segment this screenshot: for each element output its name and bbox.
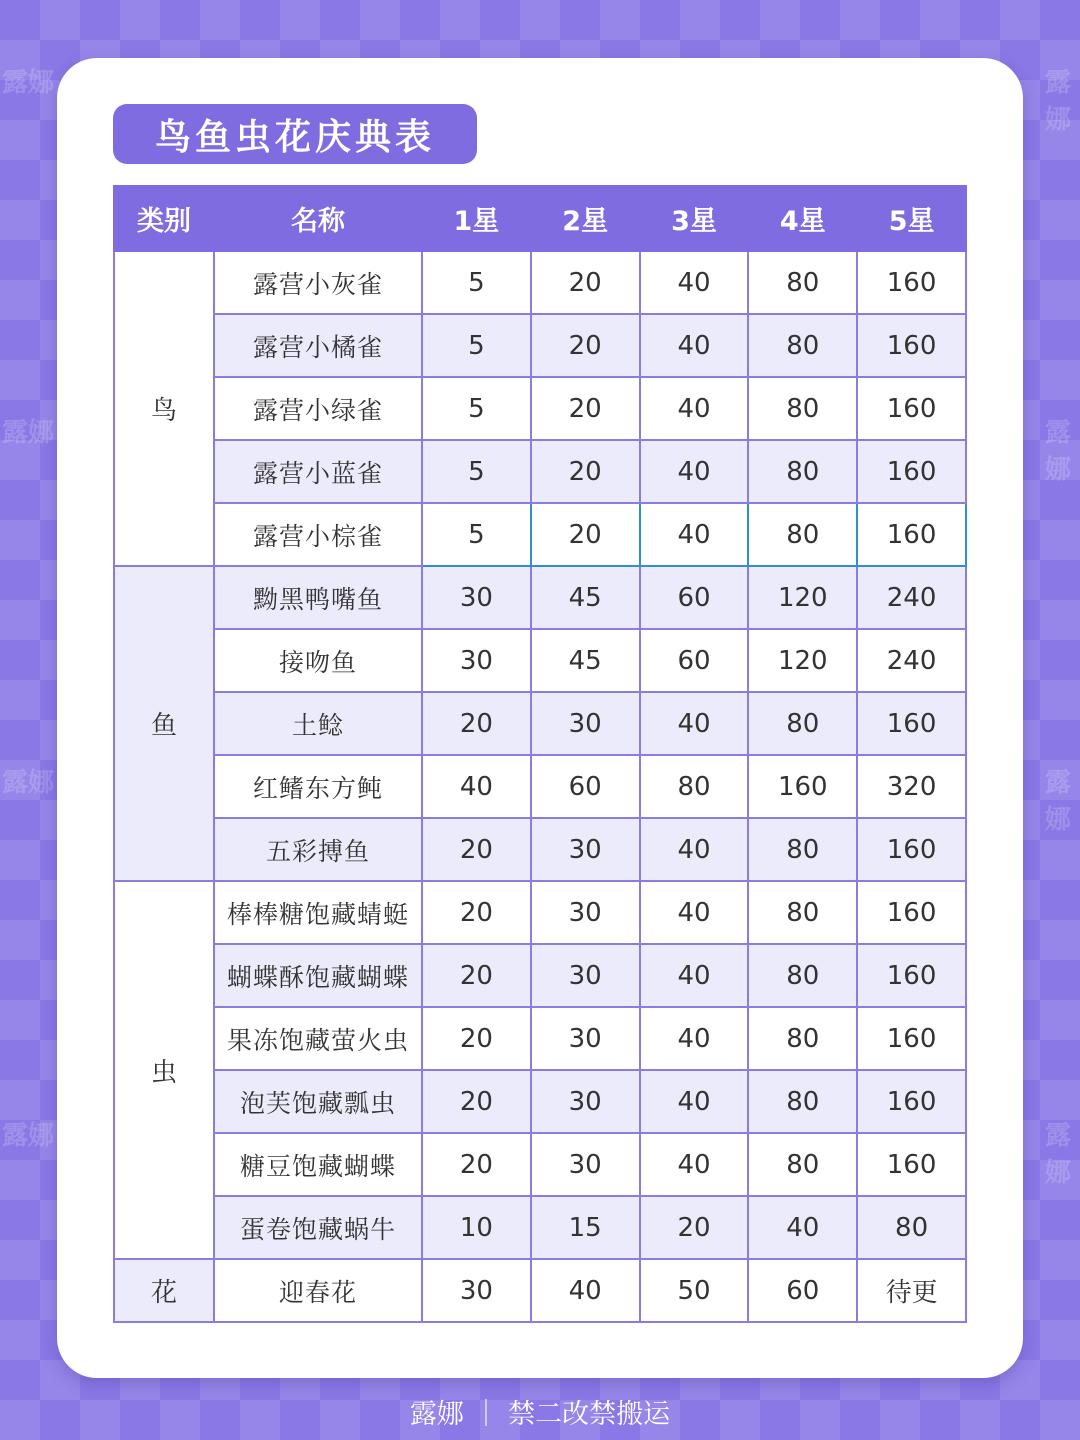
item-name-cell: 露营小灰雀 xyxy=(214,251,422,314)
star-value-cell: 20 xyxy=(422,881,531,944)
star-value-cell: 80 xyxy=(748,503,857,566)
star-value-cell: 80 xyxy=(748,881,857,944)
item-name-cell: 露营小棕雀 xyxy=(214,503,422,566)
watermark-text: 露娜 xyxy=(1045,418,1072,485)
star-value-cell: 待更 xyxy=(857,1259,966,1322)
table-row xyxy=(114,944,966,1007)
star-value-cell: 10 xyxy=(422,1196,531,1259)
star-value-cell: 40 xyxy=(640,944,749,1007)
star-value-cell: 40 xyxy=(640,1133,749,1196)
table-row xyxy=(114,1259,966,1322)
star-value-cell: 20 xyxy=(531,314,640,377)
star-value-cell: 20 xyxy=(640,1196,749,1259)
footer-notice: 露娜 ｜ 禁二改禁搬运 xyxy=(409,1399,671,1430)
item-name-cell: 土鲶 xyxy=(214,692,422,755)
item-name-cell: 露营小橘雀 xyxy=(214,314,422,377)
star-value-cell: 40 xyxy=(640,1007,749,1070)
star-value-cell: 40 xyxy=(422,755,531,818)
column-header-2star: 2星 xyxy=(531,186,640,251)
item-name-cell: 五彩搏鱼 xyxy=(214,818,422,881)
star-value-cell: 160 xyxy=(857,314,966,377)
star-value-cell: 320 xyxy=(857,755,966,818)
star-value-cell: 80 xyxy=(748,818,857,881)
star-value-cell: 40 xyxy=(640,251,749,314)
star-value-cell: 40 xyxy=(531,1259,640,1322)
category-cell: 鱼 xyxy=(114,566,214,881)
star-value-cell: 160 xyxy=(857,1133,966,1196)
star-value-cell: 30 xyxy=(531,1007,640,1070)
star-value-cell: 80 xyxy=(748,1133,857,1196)
star-value-cell: 60 xyxy=(531,755,640,818)
star-value-cell: 20 xyxy=(422,1133,531,1196)
watermark-text: 露娜 xyxy=(1045,1121,1072,1188)
watermark-text: 露娜 xyxy=(1045,768,1072,835)
star-value-cell: 30 xyxy=(422,1259,531,1322)
star-value-cell: 40 xyxy=(640,314,749,377)
table-header-row xyxy=(114,186,966,251)
star-value-cell: 80 xyxy=(748,1007,857,1070)
star-value-cell: 160 xyxy=(857,503,966,566)
star-value-cell: 40 xyxy=(640,1070,749,1133)
category-cell: 鸟 xyxy=(114,251,214,566)
star-value-cell: 40 xyxy=(640,692,749,755)
table-row xyxy=(114,1007,966,1070)
watermark-text: 露娜 xyxy=(2,418,55,448)
column-header-1star: 1星 xyxy=(422,186,531,251)
star-value-cell: 40 xyxy=(640,818,749,881)
star-value-cell: 160 xyxy=(857,377,966,440)
item-name-cell: 泡芙饱藏瓢虫 xyxy=(214,1070,422,1133)
star-value-cell: 60 xyxy=(640,566,749,629)
star-value-cell: 20 xyxy=(531,251,640,314)
item-name-cell: 棒棒糖饱藏蜻蜓 xyxy=(214,881,422,944)
star-value-cell: 20 xyxy=(422,692,531,755)
item-name-cell: 接吻鱼 xyxy=(214,629,422,692)
star-value-cell: 45 xyxy=(531,566,640,629)
table-row xyxy=(114,314,966,377)
star-value-cell: 40 xyxy=(640,377,749,440)
watermark-text: 露娜 xyxy=(2,1121,55,1151)
content-card xyxy=(57,58,1023,1378)
column-header-3star: 3星 xyxy=(640,186,749,251)
star-value-cell: 30 xyxy=(531,944,640,1007)
item-name-cell: 蛋卷饱藏蜗牛 xyxy=(214,1196,422,1259)
item-name-cell: 黝黑鸭嘴鱼 xyxy=(214,566,422,629)
star-value-cell: 80 xyxy=(748,1070,857,1133)
star-value-cell: 30 xyxy=(422,629,531,692)
category-cell: 虫 xyxy=(114,881,214,1259)
table-row xyxy=(114,692,966,755)
table-row xyxy=(114,377,966,440)
star-value-cell: 60 xyxy=(748,1259,857,1322)
star-value-cell: 20 xyxy=(422,818,531,881)
item-name-cell: 露营小绿雀 xyxy=(214,377,422,440)
item-name-cell: 迎春花 xyxy=(214,1259,422,1322)
star-value-cell: 240 xyxy=(857,629,966,692)
star-value-cell: 5 xyxy=(422,251,531,314)
column-header-5star: 5星 xyxy=(857,186,966,251)
table-row xyxy=(114,251,966,314)
table-row xyxy=(114,1196,966,1259)
star-value-cell: 80 xyxy=(857,1196,966,1259)
star-value-cell: 160 xyxy=(857,251,966,314)
table-row xyxy=(114,1133,966,1196)
star-value-cell: 20 xyxy=(531,377,640,440)
star-value-cell: 160 xyxy=(857,692,966,755)
star-value-cell: 160 xyxy=(857,1070,966,1133)
star-value-cell: 40 xyxy=(640,881,749,944)
star-value-cell: 20 xyxy=(422,944,531,1007)
page-title: 鸟鱼虫花庆典表 xyxy=(113,104,477,164)
item-name-cell: 糖豆饱藏蝴蝶 xyxy=(214,1133,422,1196)
table-row xyxy=(114,818,966,881)
star-value-cell: 80 xyxy=(748,440,857,503)
table-row xyxy=(114,440,966,503)
watermark-text: 露娜 xyxy=(2,68,55,98)
star-value-cell: 80 xyxy=(748,251,857,314)
star-value-cell: 160 xyxy=(748,755,857,818)
table-row xyxy=(114,1070,966,1133)
category-cell: 花 xyxy=(114,1259,214,1322)
star-value-cell: 30 xyxy=(531,692,640,755)
star-value-cell: 240 xyxy=(857,566,966,629)
star-value-cell: 40 xyxy=(640,503,749,566)
star-value-cell: 40 xyxy=(748,1196,857,1259)
star-value-cell: 30 xyxy=(531,881,640,944)
item-name-cell: 果冻饱藏萤火虫 xyxy=(214,1007,422,1070)
star-value-cell: 80 xyxy=(748,692,857,755)
table-row xyxy=(114,629,966,692)
column-header-category: 类别 xyxy=(114,186,214,251)
table-row xyxy=(114,881,966,944)
star-value-cell: 30 xyxy=(531,1070,640,1133)
star-value-cell: 20 xyxy=(422,1070,531,1133)
star-value-cell: 160 xyxy=(857,1007,966,1070)
star-value-cell: 40 xyxy=(640,440,749,503)
star-value-cell: 80 xyxy=(748,377,857,440)
star-value-cell: 50 xyxy=(640,1259,749,1322)
column-header-4star: 4星 xyxy=(748,186,857,251)
star-value-cell: 5 xyxy=(422,503,531,566)
star-value-cell: 45 xyxy=(531,629,640,692)
watermark-text: 露娜 xyxy=(2,768,55,798)
star-value-cell: 60 xyxy=(640,629,749,692)
star-value-cell: 5 xyxy=(422,377,531,440)
table-row xyxy=(114,755,966,818)
star-value-cell: 20 xyxy=(531,503,640,566)
star-value-cell: 30 xyxy=(422,566,531,629)
star-value-cell: 80 xyxy=(748,944,857,1007)
star-value-cell: 30 xyxy=(531,818,640,881)
star-value-cell: 80 xyxy=(640,755,749,818)
celebration-table xyxy=(113,185,967,1323)
star-value-cell: 160 xyxy=(857,944,966,1007)
star-value-cell: 80 xyxy=(748,314,857,377)
table-row xyxy=(114,503,966,566)
column-header-name: 名称 xyxy=(214,186,422,251)
star-value-cell: 15 xyxy=(531,1196,640,1259)
watermark-text: 露娜 xyxy=(1045,68,1072,135)
table-body xyxy=(114,251,966,1322)
star-value-cell: 20 xyxy=(531,440,640,503)
item-name-cell: 红鳍东方鲀 xyxy=(214,755,422,818)
star-value-cell: 120 xyxy=(748,629,857,692)
star-value-cell: 160 xyxy=(857,881,966,944)
star-value-cell: 5 xyxy=(422,440,531,503)
star-value-cell: 160 xyxy=(857,440,966,503)
star-value-cell: 5 xyxy=(422,314,531,377)
item-name-cell: 露营小蓝雀 xyxy=(214,440,422,503)
star-value-cell: 160 xyxy=(857,818,966,881)
item-name-cell: 蝴蝶酥饱藏蝴蝶 xyxy=(214,944,422,1007)
star-value-cell: 120 xyxy=(748,566,857,629)
star-value-cell: 20 xyxy=(422,1007,531,1070)
table-row xyxy=(114,566,966,629)
star-value-cell: 30 xyxy=(531,1133,640,1196)
